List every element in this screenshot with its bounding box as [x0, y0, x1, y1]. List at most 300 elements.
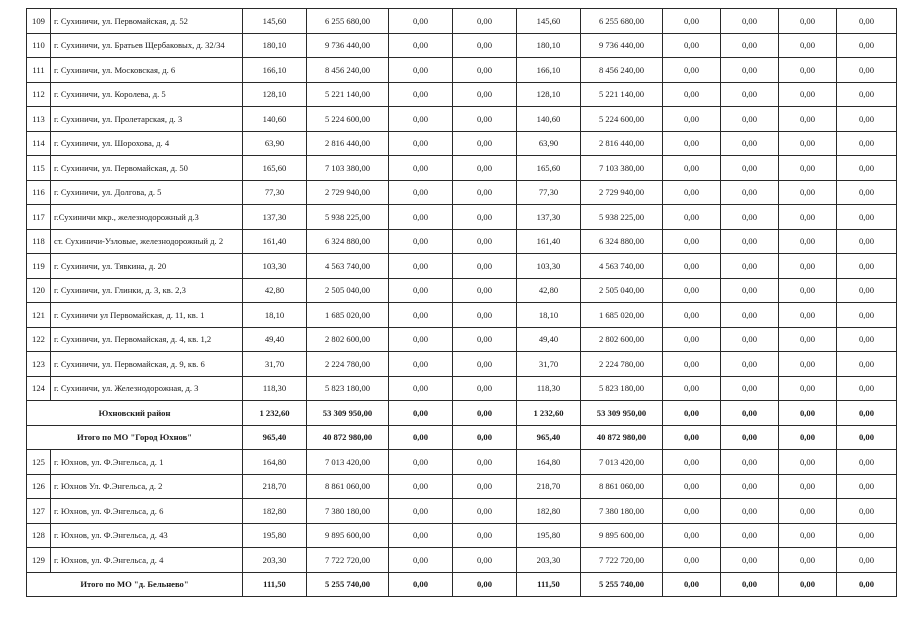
- value-cell: 31,70: [517, 352, 581, 377]
- value-cell: 0,00: [721, 572, 779, 597]
- value-cell: 0,00: [663, 33, 721, 58]
- address-cell: г. Сухиничи, ул. Первомайская, д. 52: [51, 9, 243, 34]
- row-number: 127: [27, 499, 51, 524]
- value-cell: 0,00: [453, 254, 517, 279]
- value-cell: 0,00: [721, 401, 779, 426]
- value-cell: 0,00: [721, 303, 779, 328]
- value-cell: 0,00: [837, 352, 897, 377]
- value-cell: 0,00: [779, 156, 837, 181]
- value-cell: 0,00: [663, 327, 721, 352]
- value-cell: 0,00: [837, 401, 897, 426]
- value-cell: 0,00: [779, 548, 837, 573]
- value-cell: 6 255 680,00: [581, 9, 663, 34]
- address-cell: г. Сухиничи, ул. Первомайская, д. 4, кв. 1,2: [51, 327, 243, 352]
- value-cell: 0,00: [663, 303, 721, 328]
- value-cell: 5 255 740,00: [307, 572, 389, 597]
- table-row: [27, 474, 897, 499]
- table-row: [27, 327, 897, 352]
- row-number: 119: [27, 254, 51, 279]
- value-cell: 0,00: [663, 523, 721, 548]
- value-cell: 0,00: [453, 58, 517, 83]
- value-cell: 195,80: [243, 523, 307, 548]
- value-cell: 166,10: [517, 58, 581, 83]
- value-cell: 0,00: [779, 229, 837, 254]
- value-cell: 2 816 440,00: [307, 131, 389, 156]
- address-cell: г. Сухиничи, ул. Пролетарская, д. 3: [51, 107, 243, 132]
- address-cell: г. Сухиничи, ул. Первомайская, д. 50: [51, 156, 243, 181]
- value-cell: 0,00: [389, 180, 453, 205]
- value-cell: 0,00: [453, 548, 517, 573]
- value-cell: 0,00: [389, 450, 453, 475]
- value-cell: 0,00: [389, 278, 453, 303]
- row-number: 109: [27, 9, 51, 34]
- value-cell: 0,00: [389, 548, 453, 573]
- value-cell: 0,00: [721, 499, 779, 524]
- address-cell: г. Юхнов Ул. Ф.Энгельса, д. 2: [51, 474, 243, 499]
- value-cell: 0,00: [721, 33, 779, 58]
- value-cell: 63,90: [517, 131, 581, 156]
- row-number: 118: [27, 229, 51, 254]
- row-number: 124: [27, 376, 51, 401]
- value-cell: 0,00: [389, 107, 453, 132]
- value-cell: 0,00: [837, 499, 897, 524]
- value-cell: 0,00: [779, 303, 837, 328]
- row-number: 117: [27, 205, 51, 230]
- row-number: 115: [27, 156, 51, 181]
- value-cell: 8 456 240,00: [307, 58, 389, 83]
- value-cell: 103,30: [243, 254, 307, 279]
- value-cell: 40 872 980,00: [307, 425, 389, 450]
- value-cell: 0,00: [721, 9, 779, 34]
- value-cell: 2 816 440,00: [581, 131, 663, 156]
- table-row: [27, 548, 897, 573]
- value-cell: 6 255 680,00: [307, 9, 389, 34]
- value-cell: 7 380 180,00: [581, 499, 663, 524]
- value-cell: 0,00: [721, 450, 779, 475]
- total-label: Юхновский район: [27, 401, 243, 426]
- value-cell: 182,80: [243, 499, 307, 524]
- row-number: 111: [27, 58, 51, 83]
- value-cell: 7 722 720,00: [581, 548, 663, 573]
- value-cell: 7 013 420,00: [307, 450, 389, 475]
- value-cell: 161,40: [243, 229, 307, 254]
- table-row: [27, 376, 897, 401]
- value-cell: 5 255 740,00: [581, 572, 663, 597]
- value-cell: 0,00: [389, 303, 453, 328]
- value-cell: 203,30: [243, 548, 307, 573]
- value-cell: 0,00: [837, 156, 897, 181]
- value-cell: 0,00: [721, 58, 779, 83]
- value-cell: 42,80: [243, 278, 307, 303]
- value-cell: 0,00: [837, 82, 897, 107]
- value-cell: 63,90: [243, 131, 307, 156]
- value-cell: 0,00: [453, 205, 517, 230]
- value-cell: 0,00: [837, 425, 897, 450]
- value-cell: 0,00: [389, 425, 453, 450]
- value-cell: 49,40: [243, 327, 307, 352]
- value-cell: 0,00: [389, 327, 453, 352]
- value-cell: 0,00: [389, 376, 453, 401]
- value-cell: 165,60: [517, 156, 581, 181]
- value-cell: 0,00: [779, 523, 837, 548]
- value-cell: 0,00: [837, 33, 897, 58]
- value-cell: 40 872 980,00: [581, 425, 663, 450]
- value-cell: 164,80: [243, 450, 307, 475]
- value-cell: 0,00: [389, 523, 453, 548]
- value-cell: 0,00: [837, 572, 897, 597]
- row-number: 122: [27, 327, 51, 352]
- value-cell: 0,00: [389, 156, 453, 181]
- value-cell: 0,00: [453, 278, 517, 303]
- value-cell: 53 309 950,00: [581, 401, 663, 426]
- value-cell: 0,00: [779, 205, 837, 230]
- value-cell: 0,00: [779, 352, 837, 377]
- value-cell: 0,00: [721, 376, 779, 401]
- value-cell: 0,00: [389, 229, 453, 254]
- value-cell: 0,00: [453, 180, 517, 205]
- value-cell: 0,00: [663, 9, 721, 34]
- value-cell: 7 013 420,00: [581, 450, 663, 475]
- value-cell: 0,00: [389, 205, 453, 230]
- table-row: [27, 303, 897, 328]
- value-cell: 0,00: [453, 82, 517, 107]
- value-cell: 0,00: [663, 572, 721, 597]
- value-cell: 0,00: [663, 229, 721, 254]
- value-cell: 0,00: [837, 58, 897, 83]
- value-cell: 0,00: [779, 401, 837, 426]
- value-cell: 0,00: [663, 254, 721, 279]
- table-row: [27, 9, 897, 34]
- value-cell: 0,00: [779, 180, 837, 205]
- value-cell: 0,00: [663, 278, 721, 303]
- value-cell: 118,30: [517, 376, 581, 401]
- address-cell: г. Юхнов, ул. Ф.Энгельса, д. 6: [51, 499, 243, 524]
- value-cell: 0,00: [389, 9, 453, 34]
- value-cell: 5 221 140,00: [307, 82, 389, 107]
- value-cell: 5 938 225,00: [307, 205, 389, 230]
- value-cell: 0,00: [663, 58, 721, 83]
- address-cell: г.Сухиничи мкр., железнодорожный д.3: [51, 205, 243, 230]
- value-cell: 0,00: [837, 205, 897, 230]
- value-cell: 0,00: [389, 352, 453, 377]
- address-cell: г. Сухиничи ул Первомайская, д. 11, кв. 1: [51, 303, 243, 328]
- value-cell: 77,30: [243, 180, 307, 205]
- value-cell: 111,50: [243, 572, 307, 597]
- value-cell: 0,00: [663, 474, 721, 499]
- value-cell: 0,00: [663, 180, 721, 205]
- value-cell: 2 729 940,00: [307, 180, 389, 205]
- value-cell: 111,50: [517, 572, 581, 597]
- value-cell: 0,00: [663, 205, 721, 230]
- value-cell: 0,00: [389, 254, 453, 279]
- value-cell: 0,00: [453, 229, 517, 254]
- value-cell: 0,00: [779, 58, 837, 83]
- value-cell: 5 224 600,00: [581, 107, 663, 132]
- address-cell: г. Сухиничи, ул. Братьев Щербаковых, д. 32/34: [51, 33, 243, 58]
- value-cell: 0,00: [663, 131, 721, 156]
- table-row: [27, 229, 897, 254]
- value-cell: 0,00: [453, 425, 517, 450]
- value-cell: 0,00: [779, 82, 837, 107]
- value-cell: 0,00: [663, 450, 721, 475]
- value-cell: 9 895 600,00: [307, 523, 389, 548]
- address-cell: г. Сухиничи, ул. Железнодорожная, д. 3: [51, 376, 243, 401]
- value-cell: 7 103 380,00: [581, 156, 663, 181]
- table-row: [27, 450, 897, 475]
- value-cell: 118,30: [243, 376, 307, 401]
- value-cell: 0,00: [453, 156, 517, 181]
- value-cell: 0,00: [779, 278, 837, 303]
- value-cell: 145,60: [517, 9, 581, 34]
- value-cell: 0,00: [721, 352, 779, 377]
- value-cell: 0,00: [389, 474, 453, 499]
- value-cell: 0,00: [837, 376, 897, 401]
- value-cell: 5 823 180,00: [581, 376, 663, 401]
- value-cell: 0,00: [663, 499, 721, 524]
- value-cell: 2 729 940,00: [581, 180, 663, 205]
- value-cell: 0,00: [721, 548, 779, 573]
- table-row: [27, 523, 897, 548]
- value-cell: 0,00: [663, 425, 721, 450]
- value-cell: 0,00: [453, 107, 517, 132]
- table-row: [27, 499, 897, 524]
- value-cell: 1 685 020,00: [307, 303, 389, 328]
- value-cell: 1 232,60: [517, 401, 581, 426]
- row-number: 129: [27, 548, 51, 573]
- value-cell: 0,00: [453, 450, 517, 475]
- value-cell: 0,00: [779, 450, 837, 475]
- value-cell: 8 456 240,00: [581, 58, 663, 83]
- value-cell: 0,00: [453, 352, 517, 377]
- value-cell: 0,00: [779, 474, 837, 499]
- value-cell: 0,00: [837, 131, 897, 156]
- value-cell: 2 802 600,00: [307, 327, 389, 352]
- value-cell: 0,00: [837, 523, 897, 548]
- table-row: [27, 156, 897, 181]
- value-cell: 0,00: [721, 156, 779, 181]
- table-row: [27, 180, 897, 205]
- value-cell: 0,00: [453, 401, 517, 426]
- total-row: [27, 401, 897, 426]
- value-cell: 0,00: [453, 327, 517, 352]
- value-cell: 0,00: [837, 254, 897, 279]
- value-cell: 164,80: [517, 450, 581, 475]
- value-cell: 18,10: [243, 303, 307, 328]
- row-number: 120: [27, 278, 51, 303]
- address-cell: г. Сухиничи, ул. Первомайская, д. 9, кв. 6: [51, 352, 243, 377]
- value-cell: 0,00: [453, 499, 517, 524]
- table-row: [27, 352, 897, 377]
- value-cell: 0,00: [779, 425, 837, 450]
- table-row: [27, 278, 897, 303]
- address-cell: г. Сухиничи, ул. Тявкина, д. 20: [51, 254, 243, 279]
- housing-table: [26, 8, 897, 597]
- value-cell: 165,60: [243, 156, 307, 181]
- value-cell: 218,70: [243, 474, 307, 499]
- value-cell: 0,00: [721, 523, 779, 548]
- value-cell: 0,00: [779, 376, 837, 401]
- value-cell: 0,00: [389, 131, 453, 156]
- value-cell: 2 224 780,00: [581, 352, 663, 377]
- value-cell: 0,00: [779, 254, 837, 279]
- value-cell: 137,30: [243, 205, 307, 230]
- value-cell: 0,00: [663, 401, 721, 426]
- row-number: 113: [27, 107, 51, 132]
- value-cell: 0,00: [453, 33, 517, 58]
- total-label: Итого по МО "Город Юхнов": [27, 425, 243, 450]
- value-cell: 0,00: [837, 327, 897, 352]
- value-cell: 5 224 600,00: [307, 107, 389, 132]
- value-cell: 0,00: [389, 572, 453, 597]
- total-row: [27, 425, 897, 450]
- value-cell: 7 722 720,00: [307, 548, 389, 573]
- table-row: [27, 82, 897, 107]
- row-number: 121: [27, 303, 51, 328]
- value-cell: 0,00: [779, 33, 837, 58]
- value-cell: 0,00: [453, 523, 517, 548]
- value-cell: 6 324 880,00: [581, 229, 663, 254]
- value-cell: 31,70: [243, 352, 307, 377]
- value-cell: 0,00: [663, 548, 721, 573]
- value-cell: 1 685 020,00: [581, 303, 663, 328]
- value-cell: 137,30: [517, 205, 581, 230]
- address-cell: ст. Сухиничи-Узловые, железнодорожный д. 2: [51, 229, 243, 254]
- value-cell: 4 563 740,00: [307, 254, 389, 279]
- address-cell: г. Сухиничи, ул. Глинки, д. 3, кв. 2,3: [51, 278, 243, 303]
- value-cell: 103,30: [517, 254, 581, 279]
- value-cell: 7 380 180,00: [307, 499, 389, 524]
- value-cell: 0,00: [837, 9, 897, 34]
- value-cell: 182,80: [517, 499, 581, 524]
- value-cell: 0,00: [779, 107, 837, 132]
- value-cell: 0,00: [389, 58, 453, 83]
- value-cell: 0,00: [837, 107, 897, 132]
- value-cell: 9 736 440,00: [581, 33, 663, 58]
- value-cell: 0,00: [837, 180, 897, 205]
- value-cell: 0,00: [721, 425, 779, 450]
- row-number: 116: [27, 180, 51, 205]
- value-cell: 18,10: [517, 303, 581, 328]
- address-cell: г. Сухиничи, ул. Королева, д. 5: [51, 82, 243, 107]
- table-row: [27, 107, 897, 132]
- value-cell: 53 309 950,00: [307, 401, 389, 426]
- value-cell: 0,00: [453, 303, 517, 328]
- value-cell: 1 232,60: [243, 401, 307, 426]
- row-number: 110: [27, 33, 51, 58]
- row-number: 123: [27, 352, 51, 377]
- value-cell: 6 324 880,00: [307, 229, 389, 254]
- value-cell: 2 802 600,00: [581, 327, 663, 352]
- value-cell: 5 823 180,00: [307, 376, 389, 401]
- value-cell: 0,00: [837, 278, 897, 303]
- value-cell: 218,70: [517, 474, 581, 499]
- value-cell: 8 861 060,00: [581, 474, 663, 499]
- value-cell: 0,00: [663, 82, 721, 107]
- total-label: Итого по МО "д. Бельнево": [27, 572, 243, 597]
- value-cell: 128,10: [517, 82, 581, 107]
- value-cell: 0,00: [721, 254, 779, 279]
- value-cell: 0,00: [453, 474, 517, 499]
- value-cell: 0,00: [779, 327, 837, 352]
- table-row: [27, 254, 897, 279]
- value-cell: 49,40: [517, 327, 581, 352]
- value-cell: 140,60: [243, 107, 307, 132]
- value-cell: 140,60: [517, 107, 581, 132]
- value-cell: 0,00: [837, 548, 897, 573]
- table-row: [27, 58, 897, 83]
- value-cell: 0,00: [837, 229, 897, 254]
- address-cell: г. Юхнов, ул. Ф.Энгельса, д. 4: [51, 548, 243, 573]
- row-number: 128: [27, 523, 51, 548]
- value-cell: 0,00: [453, 131, 517, 156]
- address-cell: г. Сухиничи, ул. Московская, д. 6: [51, 58, 243, 83]
- value-cell: 0,00: [721, 82, 779, 107]
- value-cell: 0,00: [389, 401, 453, 426]
- row-number: 114: [27, 131, 51, 156]
- value-cell: 0,00: [453, 376, 517, 401]
- address-cell: г. Юхнов, ул. Ф.Энгельса, д. 43: [51, 523, 243, 548]
- value-cell: 0,00: [779, 572, 837, 597]
- value-cell: 0,00: [721, 229, 779, 254]
- value-cell: 965,40: [243, 425, 307, 450]
- row-number: 125: [27, 450, 51, 475]
- value-cell: 0,00: [837, 474, 897, 499]
- address-cell: г. Сухиничи, ул. Долгова, д. 5: [51, 180, 243, 205]
- value-cell: 0,00: [663, 156, 721, 181]
- value-cell: 0,00: [663, 107, 721, 132]
- value-cell: 145,60: [243, 9, 307, 34]
- table-row: [27, 131, 897, 156]
- value-cell: 0,00: [779, 9, 837, 34]
- value-cell: 195,80: [517, 523, 581, 548]
- value-cell: 0,00: [721, 205, 779, 230]
- table-row: [27, 205, 897, 230]
- table-row: [27, 33, 897, 58]
- value-cell: 0,00: [453, 9, 517, 34]
- value-cell: 5 221 140,00: [581, 82, 663, 107]
- value-cell: 0,00: [837, 450, 897, 475]
- value-cell: 0,00: [389, 82, 453, 107]
- value-cell: 2 505 040,00: [307, 278, 389, 303]
- value-cell: 161,40: [517, 229, 581, 254]
- value-cell: 9 736 440,00: [307, 33, 389, 58]
- value-cell: 5 938 225,00: [581, 205, 663, 230]
- value-cell: 166,10: [243, 58, 307, 83]
- value-cell: 4 563 740,00: [581, 254, 663, 279]
- value-cell: 2 505 040,00: [581, 278, 663, 303]
- value-cell: 0,00: [837, 303, 897, 328]
- address-cell: г. Сухиничи, ул. Шорохова, д. 4: [51, 131, 243, 156]
- value-cell: 128,10: [243, 82, 307, 107]
- total-row: [27, 572, 897, 597]
- value-cell: 0,00: [721, 107, 779, 132]
- value-cell: 8 861 060,00: [307, 474, 389, 499]
- value-cell: 0,00: [721, 327, 779, 352]
- value-cell: 0,00: [453, 572, 517, 597]
- value-cell: 9 895 600,00: [581, 523, 663, 548]
- value-cell: 77,30: [517, 180, 581, 205]
- value-cell: 965,40: [517, 425, 581, 450]
- value-cell: 0,00: [663, 352, 721, 377]
- value-cell: 7 103 380,00: [307, 156, 389, 181]
- value-cell: 0,00: [779, 131, 837, 156]
- value-cell: 2 224 780,00: [307, 352, 389, 377]
- address-cell: г. Юхнов, ул. Ф.Энгельса, д. 1: [51, 450, 243, 475]
- value-cell: 42,80: [517, 278, 581, 303]
- value-cell: 203,30: [517, 548, 581, 573]
- table-body: [27, 9, 897, 597]
- value-cell: 180,10: [517, 33, 581, 58]
